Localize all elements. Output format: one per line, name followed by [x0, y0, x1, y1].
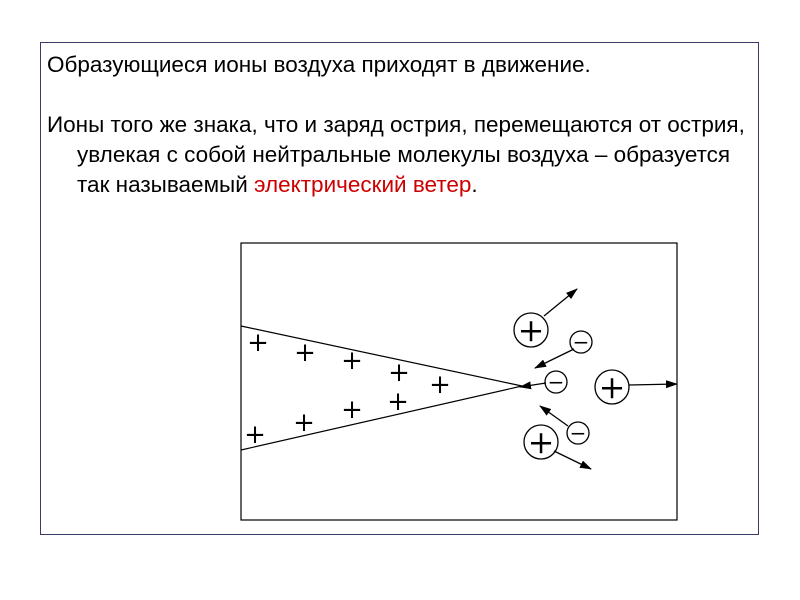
positive-ion-sign: +: [517, 311, 545, 349]
tip-charge: +: [244, 420, 266, 450]
electric-wind-term: электрический ветер: [254, 172, 472, 197]
tip-charge: +: [294, 338, 316, 368]
positive-ion-sign: +: [598, 368, 626, 406]
paragraph-air-ions-move: Образующиеся ионы воздуха приходят в движение.: [47, 52, 591, 77]
negative-ion-sign: −: [569, 421, 587, 445]
paragraph-end-punct: .: [471, 172, 478, 197]
tip-charge: +: [387, 387, 409, 417]
tip-charge: +: [247, 328, 269, 358]
tip-charge: +: [341, 346, 363, 376]
tip-charge: +: [293, 408, 315, 438]
paragraph-electric-wind-text: Ионы того же знака, что и заряд острия, перемещаются от острия, увлекая с собой нейтральные молекулы воздуха – образуется так называемый: [47, 112, 745, 197]
tip-charge: +: [388, 358, 410, 388]
tip-charge: +: [341, 395, 363, 425]
positive-ion-sign: +: [527, 423, 555, 461]
negative-ion-sign: −: [547, 370, 565, 394]
negative-ion-sign: −: [572, 330, 590, 354]
tip-charge: +: [429, 370, 451, 400]
